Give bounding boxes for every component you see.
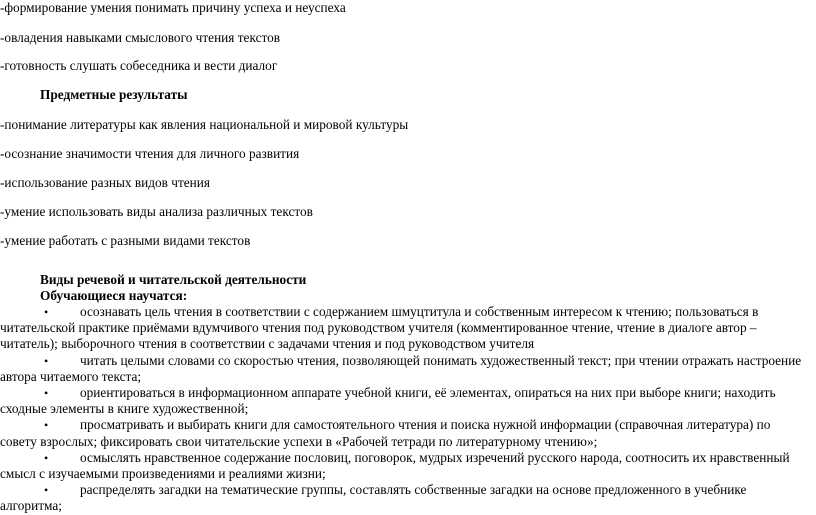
section-title: Виды речевой и читательской деятельности — [40, 272, 307, 287]
subject-results-heading: Предметные результаты — [40, 87, 188, 102]
list-item-text: просматривать и выбирать книги для самостоятельного чтения и поиска нужной информации (справочная литература) по совету взрослых; фиксировать свои читательские успехи в «Рабочей тетради по литературному чтению»; — [0, 417, 771, 449]
result-item: -использование разных видов чтения — [0, 175, 211, 190]
bullet-icon: • — [44, 418, 49, 433]
list-item-text: осмыслять нравственное содержание пословиц, поговорок, мудрых изречений русского народа, соотносить их нравственный смысл с изучаемыми произведениями и реалиями жизни; — [0, 449, 790, 482]
bullet-icon: • — [44, 386, 49, 401]
list-item — [0, 353, 816, 385]
list-item — [0, 450, 816, 482]
bullet-icon: • — [44, 483, 49, 498]
reading-activity-section — [0, 272, 816, 515]
bullet-icon: • — [44, 450, 49, 465]
bullet-icon: • — [44, 305, 49, 319]
result-item: -понимание литературы как явления национальной и мировой культуры — [0, 117, 409, 132]
result-item: -овладения навыками смыслового чтения текстов — [0, 30, 281, 45]
section-subtitle: Обучающиеся научатся: — [40, 288, 188, 303]
list-item — [0, 482, 816, 514]
list-item-text: распределять загадки на тематические группы, составлять собственные загадки на основе предложенного в учебнике алгоритма; — [0, 482, 747, 514]
skills-list — [0, 304, 816, 515]
bullet-icon: • — [44, 353, 49, 368]
result-item: -умение работать с разными видами текстов — [0, 233, 251, 248]
list-item-text: читать целыми словами со скоростью чтения, позволяющей понимать художественный текст; при чтении отражать настроение автора читаемого текста; — [0, 352, 802, 384]
result-item: -осознание значимости чтения для личного развития — [0, 146, 300, 161]
list-item-text: осознавать цель чтения в соответствии с содержанием шмуцтитула и собственным интересом к чтению; пользоваться в читательской практике приёмами вдумчивого чтения под руководством учителя (комментированное чтение, чтение в диалоге автор – читатель); выборочного чтения в соответствии с задачами чтения и под руководством учителя — [0, 304, 759, 352]
list-item — [0, 304, 816, 353]
list-item — [0, 417, 816, 449]
result-item: -формирование умения понимать причину успеха и неуспеха — [0, 0, 346, 15]
list-item — [0, 385, 816, 417]
result-item: -умение использовать виды анализа различных текстов — [0, 204, 313, 219]
result-item: -готовность слушать собеседника и вести диалог — [0, 58, 278, 73]
list-item-text: ориентироваться в информационном аппарате учебной книги, её элементах, опираться на них при выборе книги; находить сходные элементы в книге художественной; — [0, 385, 776, 417]
